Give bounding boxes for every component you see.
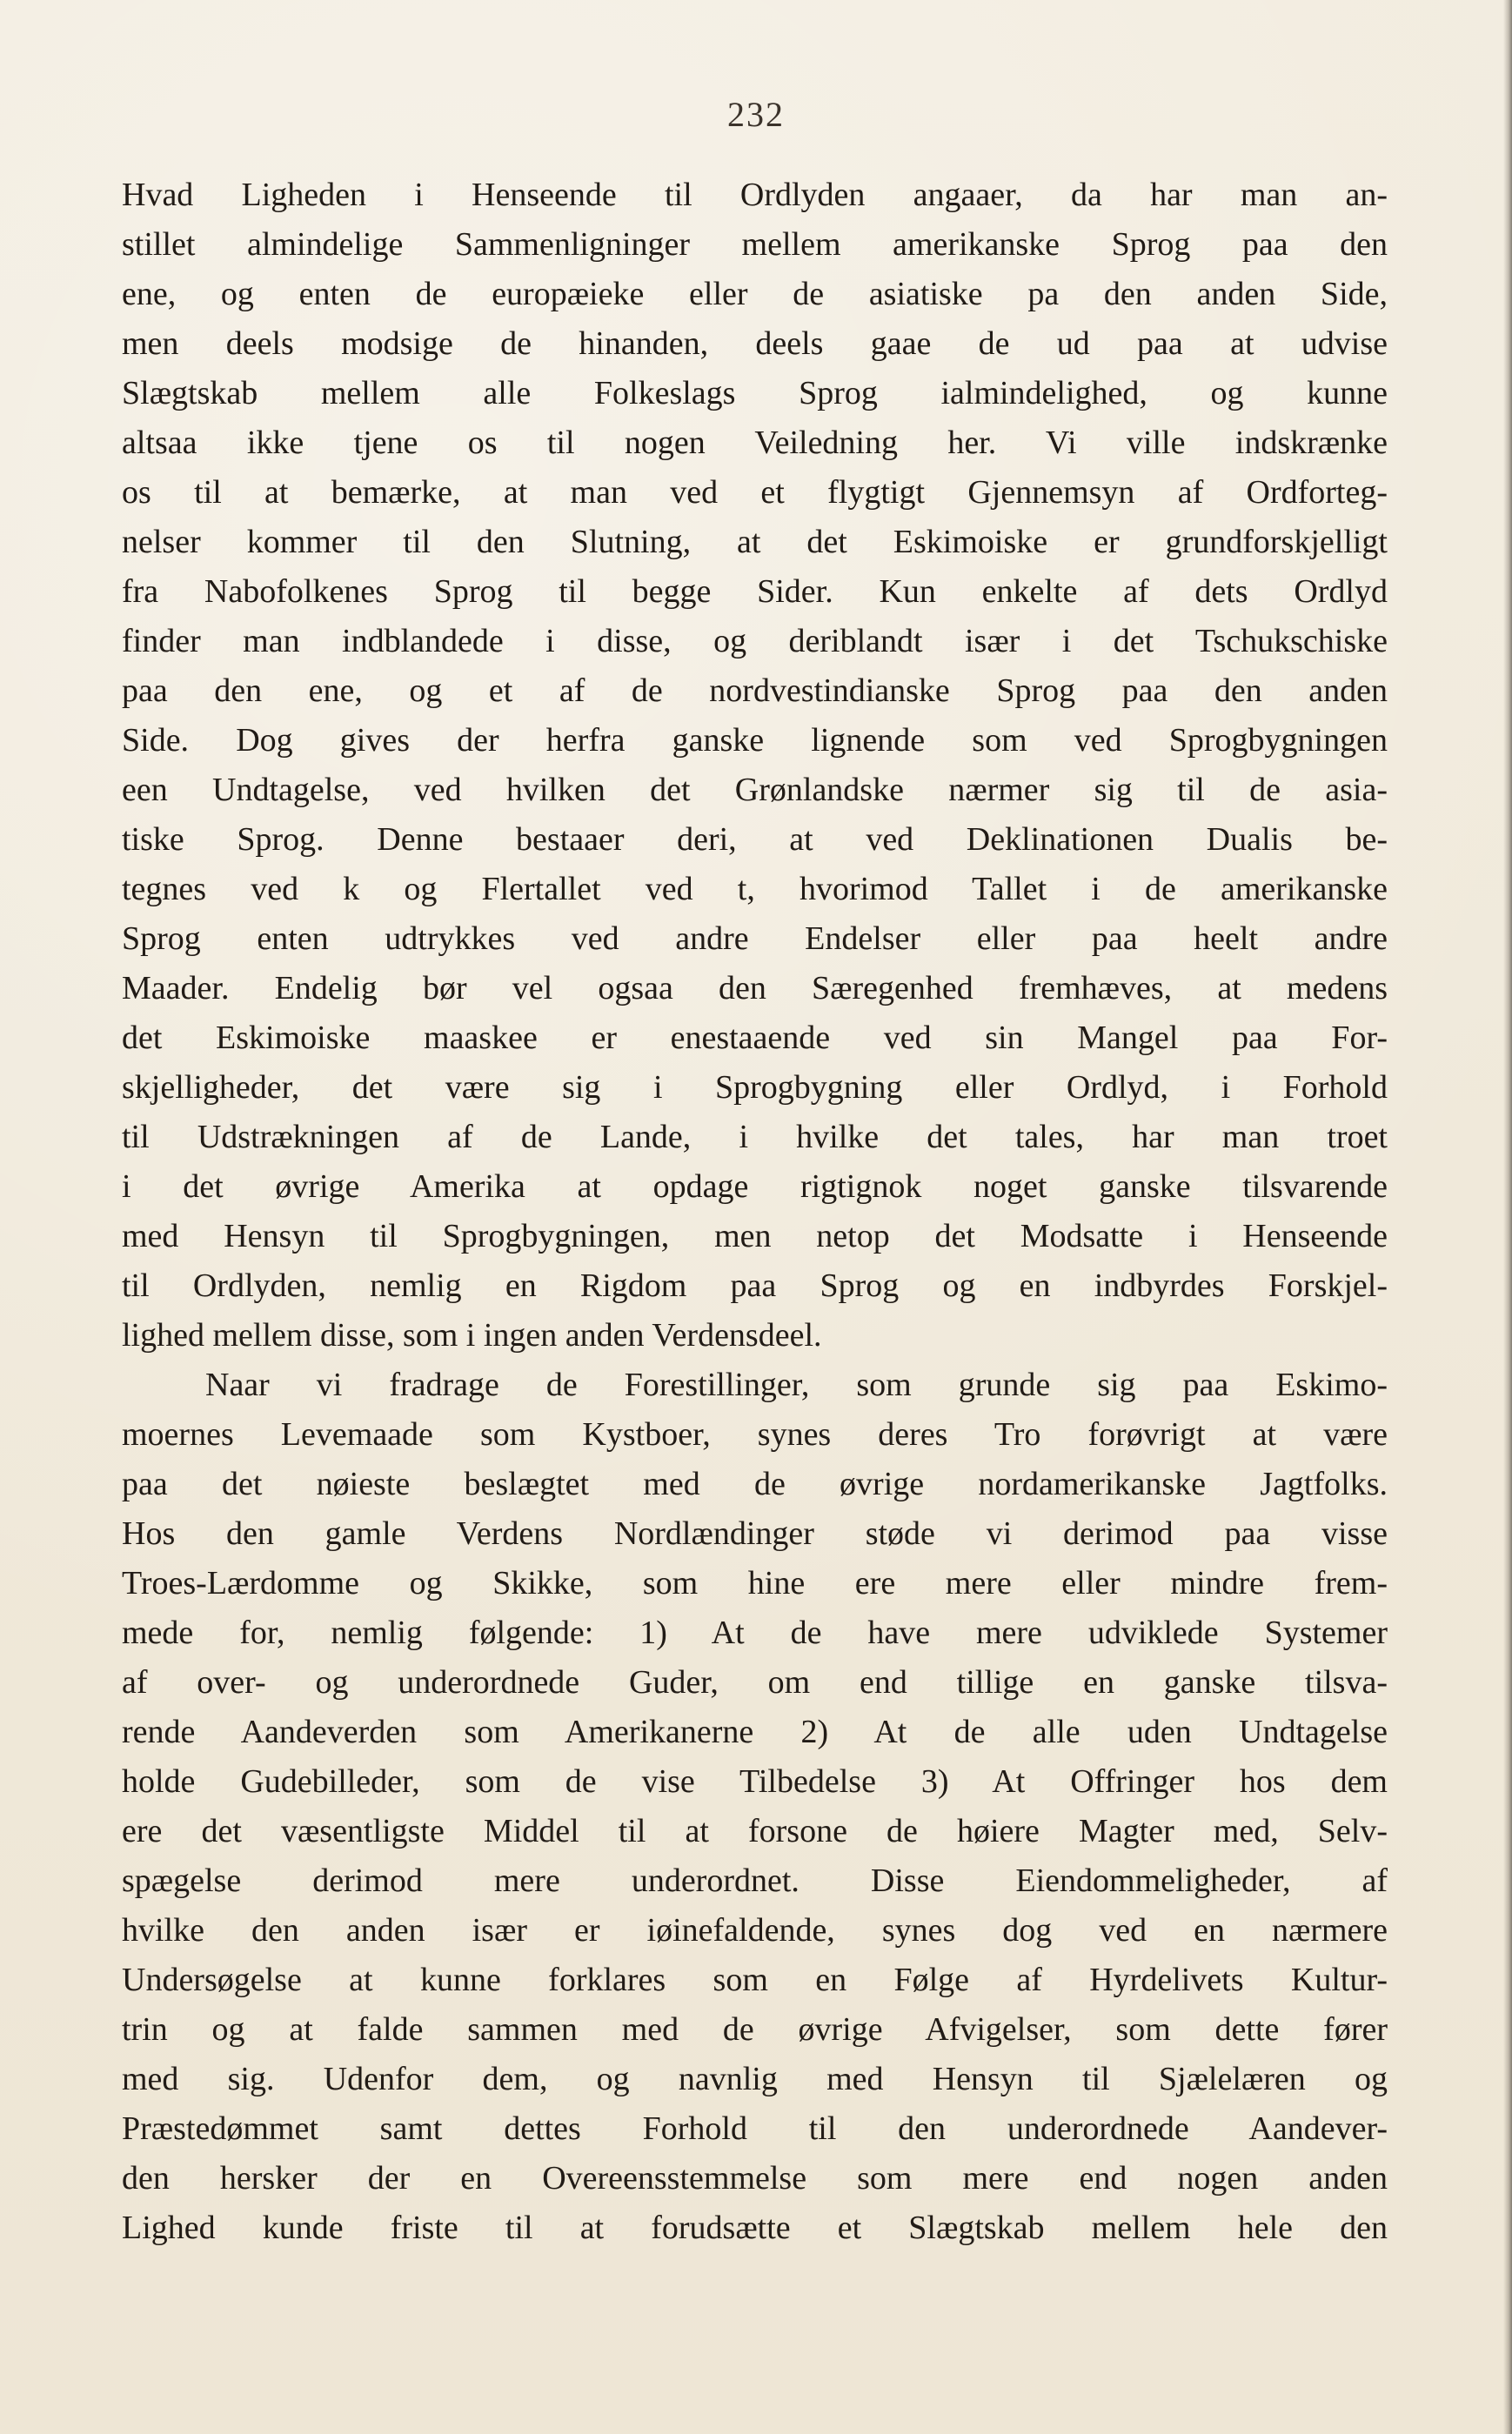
- text-line: Side. Dog gives der herfra ganske lignende som ved Sprogbygningen: [122, 722, 1388, 759]
- text-line: Præstedømmet samt dettes Forhold til den underordnede Aandever-: [122, 2110, 1388, 2147]
- page-edge-shadow: [1503, 0, 1512, 2434]
- text-line: Naar vi fradrage de Forestillinger, som grunde sig paa Eskimo-: [205, 1367, 1388, 1403]
- text-line: spægelse derimod mere underordnet. Disse Eiendommeligheder, af: [122, 1862, 1388, 1899]
- text-line: nelser kommer til den Slutning, at det Eskimoiske er grundforskjelligt: [122, 524, 1388, 560]
- text-line: tiske Sprog. Denne bestaaer deri, at ved Deklinationen Dualis be-: [122, 821, 1388, 858]
- page-number: 232: [727, 95, 785, 134]
- text-line: i det øvrige Amerika at opdage rigtignok noget ganske tilsvarende: [122, 1168, 1388, 1205]
- text-line: Undersøgelse at kunne forklares som en Følge af Hyrdelivets Kultur-: [122, 1962, 1388, 1998]
- body-text: [122, 171, 1388, 2253]
- text-line: tegnes ved k og Flertallet ved t, hvorimod Tallet i de amerikanske: [122, 871, 1388, 907]
- text-line: Hos den gamle Verdens Nordlændinger støde vi derimod paa visse: [122, 1515, 1388, 1552]
- text-line: trin og at falde sammen med de øvrige Afvigelser, som dette fører: [122, 2011, 1388, 2048]
- text-line: lighed mellem disse, som i ingen anden Verdensdeel.: [122, 1317, 822, 1354]
- text-line: fra Nabofolkenes Sprog til begge Sider. Kun enkelte af dets Ordlyd: [122, 573, 1388, 610]
- text-line: Sprog enten udtrykkes ved andre Endelser eller paa heelt andre: [122, 920, 1388, 957]
- text-line: Maader. Endelig bør vel ogsaa den Særegenhed fremhæves, at medens: [122, 970, 1388, 1006]
- text-line: den hersker der en Overeensstemmelse som mere end nogen anden: [122, 2160, 1388, 2197]
- text-line: af over- og underordnede Guder, om end tillige en ganske tilsva-: [122, 1664, 1388, 1701]
- text-line: moernes Levemaade som Kystboer, synes deres Tro forøvrigt at være: [122, 1416, 1388, 1453]
- text-line: rende Aandeverden som Amerikanerne 2) At de alle uden Undtagelse: [122, 1714, 1388, 1750]
- text-line: det Eskimoiske maaskee er enestaaende ved sin Mangel paa For-: [122, 1020, 1388, 1056]
- text-line: til Udstrækningen af de Lande, i hvilke det tales, har man troet: [122, 1119, 1388, 1155]
- text-line: Lighed kunde friste til at forudsætte et Slægtskab mellem hele den: [122, 2210, 1388, 2246]
- text-line: paa den ene, og et af de nordvestindianske Sprog paa den anden: [122, 672, 1388, 709]
- text-line: altsaa ikke tjene os til nogen Veiledning her. Vi ville indskrænke: [122, 425, 1388, 461]
- text-line: hvilke den anden især er iøinefaldende, synes dog ved en nærmere: [122, 1912, 1388, 1949]
- text-line: finder man indblandede i disse, og deriblandt især i det Tschukschiske: [122, 623, 1388, 659]
- text-line: stillet almindelige Sammenligninger mellem amerikanske Sprog paa den: [122, 226, 1388, 263]
- text-line: ere det væsentligste Middel til at forsone de høiere Magter med, Selv-: [122, 1813, 1388, 1849]
- text-line: Troes-Lærdomme og Skikke, som hine ere mere eller mindre frem-: [122, 1565, 1388, 1601]
- text-line: holde Gudebilleder, som de vise Tilbedelse 3) At Offringer hos dem: [122, 1763, 1388, 1800]
- text-line: til Ordlyden, nemlig en Rigdom paa Sprog og en indbyrdes Forskjel-: [122, 1267, 1388, 1304]
- text-line: os til at bemærke, at man ved et flygtigt Gjennemsyn af Ordforteg-: [122, 474, 1388, 511]
- text-line: skjelligheder, det være sig i Sprogbygning eller Ordlyd, i Forhold: [122, 1069, 1388, 1106]
- text-line: paa det nøieste beslægtet med de øvrige nordamerikanske Jagtfolks.: [122, 1466, 1388, 1502]
- text-line: med sig. Udenfor dem, og navnlig med Hensyn til Sjælelæren og: [122, 2061, 1388, 2097]
- text-line: ene, og enten de europæieke eller de asiatiske pa den anden Side,: [122, 276, 1388, 312]
- text-line: een Undtagelse, ved hvilken det Grønlandske nærmer sig til de asia-: [122, 772, 1388, 808]
- text-line: med Hensyn til Sprogbygningen, men netop det Modsatte i Henseende: [122, 1218, 1388, 1254]
- text-line: Hvad Ligheden i Henseende til Ordlyden angaaer, da har man an-: [122, 177, 1388, 213]
- text-line: Slægtskab mellem alle Folkeslags Sprog ialmindelighed, og kunne: [122, 375, 1388, 411]
- text-line: men deels modsige de hinanden, deels gaae de ud paa at udvise: [122, 325, 1388, 362]
- text-line: mede for, nemlig følgende: 1) At de have mere udviklede Systemer: [122, 1615, 1388, 1651]
